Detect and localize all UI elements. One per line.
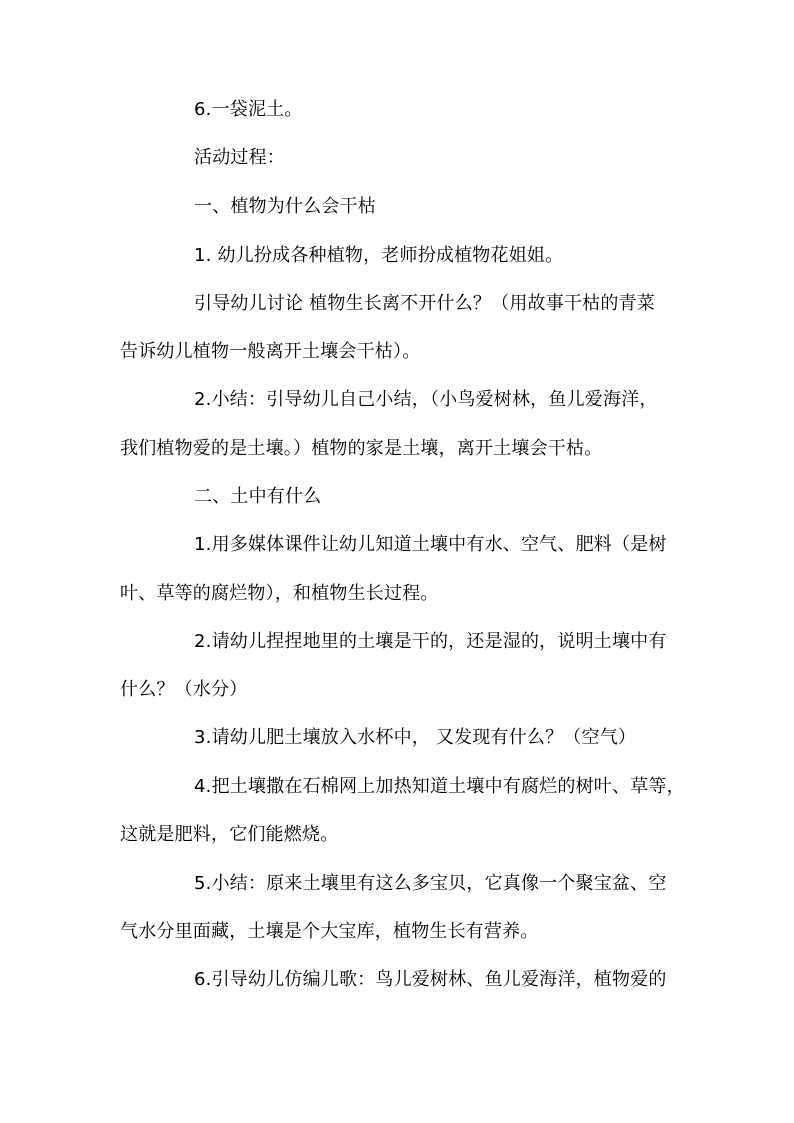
text-line: 什么？（水分）: [120, 679, 248, 700]
text-line: 这就是肥料，它们能燃烧。: [120, 824, 339, 845]
text-line: 5.小结：原来土壤里有这么多宝贝，它真像一个聚宝盆、空: [194, 873, 667, 894]
text-line: 叶、草等的腐烂物），和植物生长过程。: [120, 583, 439, 604]
text-line: 告诉幼儿植物一般离开土壤会干枯）。: [120, 341, 421, 362]
text-line: 3.请幼儿肥土壤放入水杯中， 又发现有什么？（空气）: [194, 727, 637, 748]
text-line: 活动过程：: [194, 147, 285, 168]
text-line: 2.请幼儿捏捏地里的土壤是干的，还是湿的，说明土壤中有: [194, 631, 667, 652]
text-line: 6.一袋泥土。: [194, 99, 303, 120]
text-line: 2.小结：引导幼儿自己小结，（小鸟爱树林，鱼儿爱海洋，: [194, 389, 658, 410]
text-line: 引导幼儿讨论 植物生长离不开什么？（用故事干枯的青菜: [194, 293, 655, 314]
text-line: 二、土中有什么: [194, 486, 322, 507]
text-line: 1. 幼儿扮成各种植物，老师扮成植物花姐姐。: [194, 245, 564, 266]
text-line: 4.把土壤撒在石棉网上加热知道土壤中有腐烂的树叶、草等，: [194, 776, 685, 797]
text-line: 气水分里面藏，土壤是个大宝库，植物生长有营养。: [120, 921, 539, 942]
text-line: 1.用多媒体课件让幼儿知道土壤中有水、空气、肥料（是树: [194, 534, 667, 555]
text-line: 一、植物为什么会干枯: [194, 196, 376, 217]
text-line: 6.引导幼儿仿编儿歌：鸟儿爱树林、鱼儿爱海洋，植物爱的: [194, 969, 667, 990]
text-line: 我们植物爱的是土壤。）植物的家是土壤，离开土壤会干枯。: [120, 438, 603, 459]
